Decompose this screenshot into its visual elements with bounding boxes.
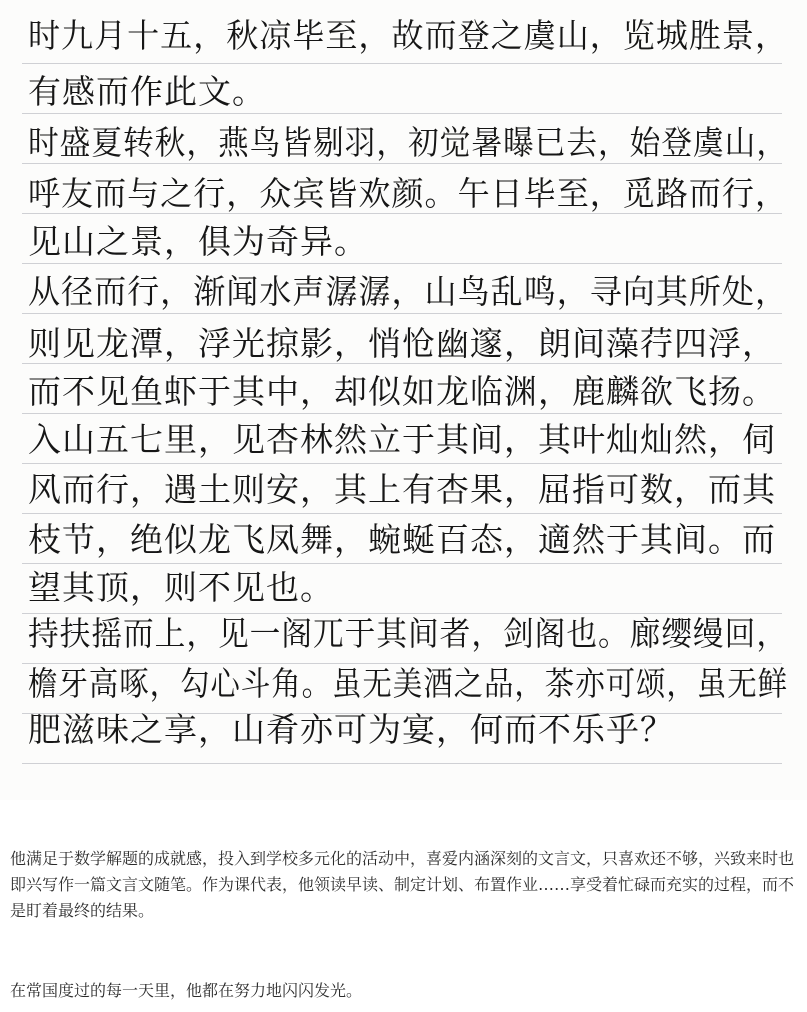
handwritten-line: 则见龙潭，浮光掠影，悄怆幽邃，朗间藻荇四浮， <box>28 324 776 363</box>
handwritten-line: 呼友而与之行，众宾皆欢颜。午日毕至，觅路而行， <box>28 174 788 213</box>
handwritten-line: 肥滋味之享，山肴亦可为宴，何而不乐乎？ <box>28 710 674 749</box>
handwritten-line: 枝节，绝似龙飞凤舞，蜿蜒百态，適然于其间。而 <box>28 520 776 559</box>
handwritten-line: 见山之景，俱为奇异。 <box>28 222 368 261</box>
ruled-line <box>22 763 782 764</box>
handwritten-line: 时盛夏转秋，燕鸟皆剔羽，初觉暑曝已去，始登虞山， <box>28 123 788 162</box>
handwritten-line: 风而行，遇土则安，其上有杏果，屈指可数，而其 <box>28 470 776 509</box>
handwritten-line: 望其顶，则不见也。 <box>28 568 334 607</box>
handwritten-line: 檐牙高啄，勾心斗角。虽无美酒之品，茶亦可颂，虽无鲜 <box>28 664 788 703</box>
ruled-line <box>22 513 782 514</box>
article-paragraph: 他满足于数学解题的成就感，投入到学校多元化的活动中，喜爱内涵深刻的文言文，只喜欢还不够，兴致来时也即兴写作一篇文言文随笔。作为课代表，他领读早读、制定计划、布置作业……享受着忙碌而充实的过程，而不是盯着最终的结果。 <box>10 849 795 920</box>
ruled-line <box>22 63 782 64</box>
ruled-line <box>22 463 782 464</box>
handwritten-line: 时九月十五，秋凉毕至，故而登之虞山，览城胜景， <box>28 16 788 55</box>
handwritten-line: 而不见鱼虾于其中，却似如龙临渊，鹿麟欲飞扬。 <box>28 372 776 411</box>
handwritten-line: 入山五七里，见杏林然立于其间，其叶灿灿然，伺 <box>28 420 776 459</box>
ruled-line <box>22 563 782 564</box>
handwritten-line: 有感而作此文。 <box>28 72 266 111</box>
handwritten-line: 从径而行，渐闻水声潺潺，山鸟乱鸣，寻向其所处， <box>28 272 788 311</box>
article-paragraph: 在常国度过的每一天里，他都在努力地闪闪发光。 <box>10 981 363 1000</box>
handwritten-line: 持扶摇而上，见一阁兀于其间者，剑阁也。廊缨缦回， <box>28 614 788 653</box>
